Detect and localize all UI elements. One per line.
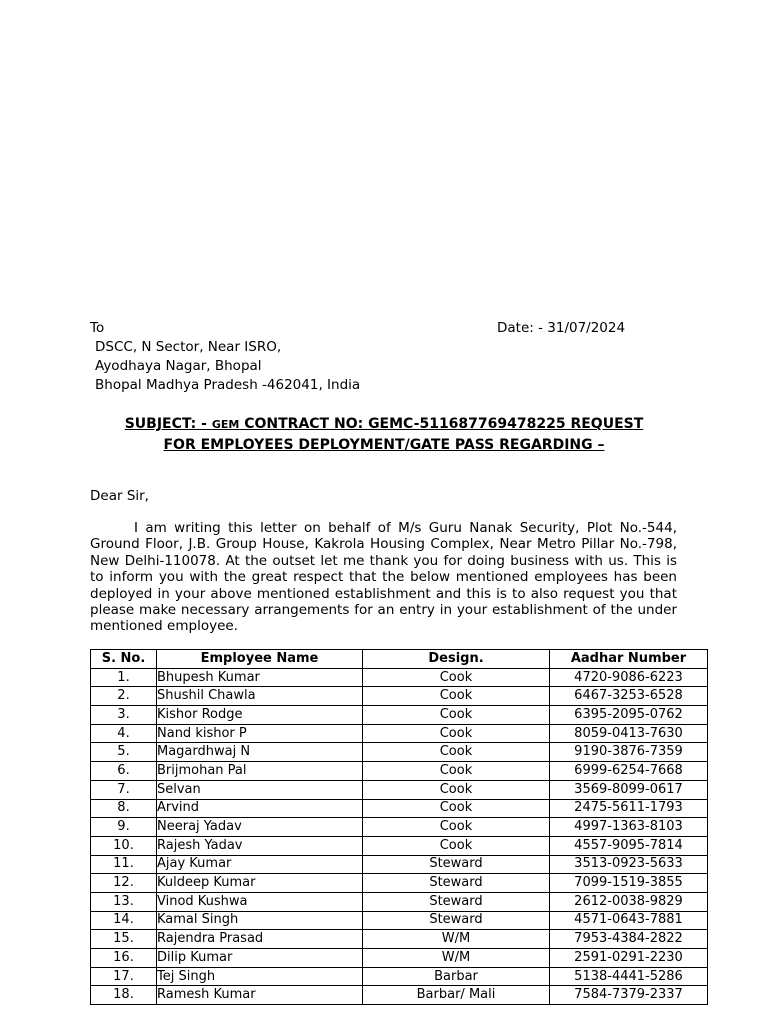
- cell-aadhar-number: 4557-9095-7814: [550, 836, 708, 855]
- cell-aadhar-number: 3513-0923-5633: [550, 855, 708, 874]
- table-row: [91, 780, 708, 799]
- body-paragraph: I am writing this letter on behalf of M/s Guru Nanak Security, Plot No.-544, Ground Floor, J.B. Group House, Kakrola Housing Complex, Near Metro Pillar No.-798, New Delhi-110078. At the outset let me thank you for doing business with us. This is to inform you with the great respect that the below mentioned employees has been deployed in your above mentioned establishment and this is to also request you that please make necessary arrangements for an entry in your establishment of the under mentioned employee.: [90, 520, 677, 635]
- table-row: [91, 818, 708, 837]
- cell-aadhar-number: 2612-0038-9829: [550, 892, 708, 911]
- cell-employee-name: Ramesh Kumar: [157, 986, 363, 1005]
- address-line: Bhopal Madhya Pradesh -462041, India: [95, 377, 361, 393]
- cell-designation: Cook: [363, 799, 550, 818]
- table-row: [91, 949, 708, 968]
- table-header-row: [91, 650, 708, 669]
- table-row: [91, 836, 708, 855]
- cell-sno: 3.: [91, 706, 157, 725]
- cell-sno: 11.: [91, 855, 157, 874]
- table-row: [91, 892, 708, 911]
- header-employee-name: Employee Name: [157, 650, 363, 669]
- cell-designation: Cook: [363, 724, 550, 743]
- table-row: [91, 706, 708, 725]
- table-row: [91, 687, 708, 706]
- salutation: Dear Sir,: [90, 488, 149, 504]
- cell-designation: W/M: [363, 949, 550, 968]
- header-designation: Design.: [363, 650, 550, 669]
- cell-designation: Barbar: [363, 967, 550, 986]
- cell-designation: Barbar/ Mali: [363, 986, 550, 1005]
- cell-sno: 2.: [91, 687, 157, 706]
- cell-sno: 16.: [91, 949, 157, 968]
- cell-employee-name: Ajay Kumar: [157, 855, 363, 874]
- cell-employee-name: Kishor Rodge: [157, 706, 363, 725]
- cell-sno: 12.: [91, 874, 157, 893]
- cell-employee-name: Magardhwaj N: [157, 743, 363, 762]
- cell-sno: 4.: [91, 724, 157, 743]
- cell-sno: 13.: [91, 892, 157, 911]
- cell-designation: W/M: [363, 930, 550, 949]
- cell-aadhar-number: 8059-0413-7630: [550, 724, 708, 743]
- cell-aadhar-number: 4997-1363-8103: [550, 818, 708, 837]
- cell-designation: Cook: [363, 836, 550, 855]
- subject-line-1: [90, 414, 678, 435]
- cell-aadhar-number: 2475-5611-1793: [550, 799, 708, 818]
- cell-designation: Cook: [363, 780, 550, 799]
- cell-aadhar-number: 4720-9086-6223: [550, 668, 708, 687]
- cell-employee-name: Nand kishor P: [157, 724, 363, 743]
- cell-employee-name: Arvind: [157, 799, 363, 818]
- cell-sno: 17.: [91, 967, 157, 986]
- cell-designation: Steward: [363, 911, 550, 930]
- subject-line-1-rest: CONTRACT NO: GEMC-511687769478225 REQUEST: [239, 416, 644, 432]
- table-row: [91, 986, 708, 1005]
- table-row: [91, 855, 708, 874]
- cell-aadhar-number: 5138-4441-5286: [550, 967, 708, 986]
- cell-designation: Cook: [363, 668, 550, 687]
- table-row: [91, 668, 708, 687]
- cell-employee-name: Rajesh Yadav: [157, 836, 363, 855]
- cell-employee-name: Neeraj Yadav: [157, 818, 363, 837]
- cell-aadhar-number: 7953-4384-2822: [550, 930, 708, 949]
- cell-employee-name: Shushil Chawla: [157, 687, 363, 706]
- cell-sno: 14.: [91, 911, 157, 930]
- cell-sno: 1.: [91, 668, 157, 687]
- cell-employee-name: Kuldeep Kumar: [157, 874, 363, 893]
- header-aadhar-number: Aadhar Number: [550, 650, 708, 669]
- table-row: [91, 762, 708, 781]
- header-sno: S. No.: [91, 650, 157, 669]
- cell-designation: Steward: [363, 855, 550, 874]
- cell-designation: Cook: [363, 743, 550, 762]
- cell-sno: 6.: [91, 762, 157, 781]
- cell-sno: 18.: [91, 986, 157, 1005]
- address-line: DSCC, N Sector, Near ISRO,: [95, 339, 282, 355]
- table-row: [91, 874, 708, 893]
- cell-aadhar-number: 7584-7379-2337: [550, 986, 708, 1005]
- cell-sno: 10.: [91, 836, 157, 855]
- cell-aadhar-number: 6467-3253-6528: [550, 687, 708, 706]
- cell-designation: Cook: [363, 706, 550, 725]
- table-row: [91, 930, 708, 949]
- employee-table-body: [91, 668, 708, 1004]
- cell-sno: 8.: [91, 799, 157, 818]
- cell-aadhar-number: 3569-8099-0617: [550, 780, 708, 799]
- cell-employee-name: Kamal Singh: [157, 911, 363, 930]
- cell-aadhar-number: 4571-0643-7881: [550, 911, 708, 930]
- cell-aadhar-number: 9190-3876-7359: [550, 743, 708, 762]
- cell-employee-name: Tej Singh: [157, 967, 363, 986]
- cell-sno: 9.: [91, 818, 157, 837]
- cell-designation: Steward: [363, 874, 550, 893]
- address-line: Ayodhaya Nagar, Bhopal: [95, 358, 262, 374]
- cell-employee-name: Brijmohan Pal: [157, 762, 363, 781]
- cell-aadhar-number: 7099-1519-3855: [550, 874, 708, 893]
- address-block: [95, 338, 360, 395]
- cell-employee-name: Vinod Kushwa: [157, 892, 363, 911]
- cell-employee-name: Bhupesh Kumar: [157, 668, 363, 687]
- cell-employee-name: Rajendra Prasad: [157, 930, 363, 949]
- cell-employee-name: Dilip Kumar: [157, 949, 363, 968]
- cell-sno: 5.: [91, 743, 157, 762]
- table-row: [91, 799, 708, 818]
- employee-table: [90, 649, 708, 1005]
- cell-employee-name: Selvan: [157, 780, 363, 799]
- cell-designation: Steward: [363, 892, 550, 911]
- subject-line-2: [90, 435, 678, 456]
- table-row: [91, 967, 708, 986]
- cell-aadhar-number: 6395-2095-0762: [550, 706, 708, 725]
- to-label: To: [90, 320, 105, 336]
- table-row: [91, 724, 708, 743]
- cell-sno: 7.: [91, 780, 157, 799]
- letter-date: Date: - 31/07/2024: [497, 320, 626, 336]
- cell-aadhar-number: 2591-0291-2230: [550, 949, 708, 968]
- table-row: [91, 911, 708, 930]
- subject-block: [90, 414, 678, 456]
- cell-designation: Cook: [363, 818, 550, 837]
- subject-prefix: SUBJECT: -: [124, 416, 212, 432]
- table-row: [91, 743, 708, 762]
- subject-line-2-text: FOR EMPLOYEES DEPLOYMENT/GATE PASS REGARDING –: [163, 437, 605, 453]
- cell-designation: Cook: [363, 687, 550, 706]
- cell-sno: 15.: [91, 930, 157, 949]
- subject-gem: GEM: [211, 418, 240, 431]
- cell-designation: Cook: [363, 762, 550, 781]
- cell-aadhar-number: 6999-6254-7668: [550, 762, 708, 781]
